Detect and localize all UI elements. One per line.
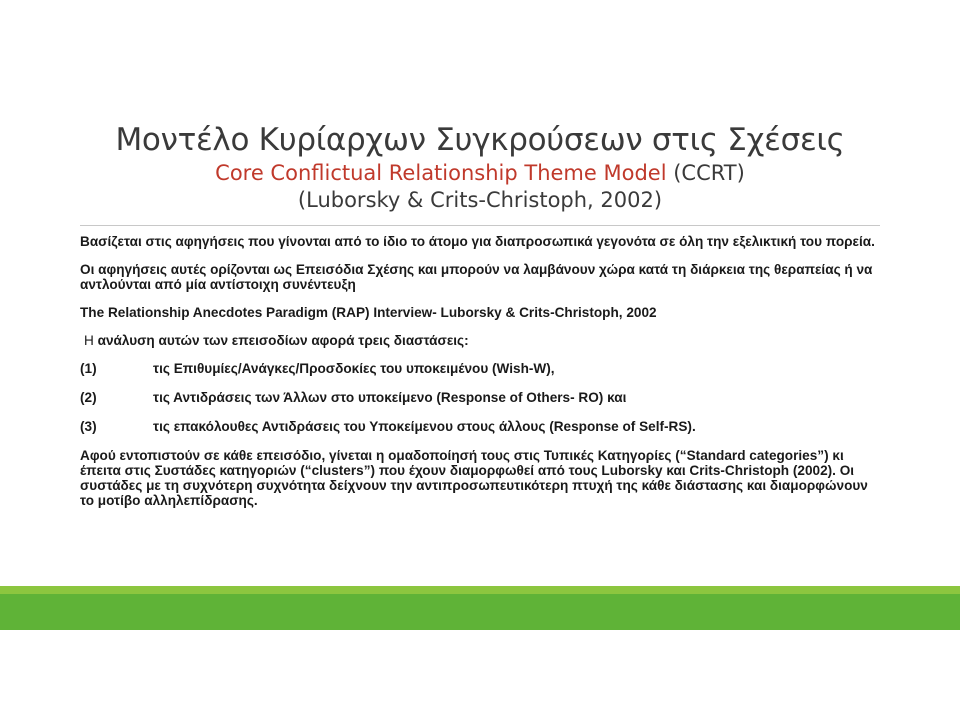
paragraph-1: Βασίζεται στις αφηγήσεις που γίνονται από το ίδιο το άτομο για διαπροσωπικά γεγονότα σε όλη την εξελικτική του πορεία. <box>80 234 875 249</box>
paragraph-2: Οι αφηγήσεις αυτές ορίζονται ως Επεισόδια Σχέσης και μπορούν να λαμβάνουν χώρα κατά τη διάρκεια της θεραπείας ή να αντλούνται από μία αντίστοιχη συνέντευξη <box>80 262 873 292</box>
footer-bar <box>0 594 960 630</box>
closing-paragraph: Αφού εντοπιστούν σε κάθε επεισόδιο, γίνεται η ομαδοποίησή τους στις Τυπικές Κατηγορίες (“Standard categories”) κι έπειτα στις Συστάδες κατηγοριών (“clusters”) που έχουν διαμορφωθεί από τους Luborsky και Crits-Christoph (2002). Οι συστάδες με τη συχνότερη συχνότητα δείχνουν την αντιπροσωπευτικότερη πτυχή της κάθε διάστασης και διαμορφώνουν το μοτίβο αλληλεπίδρασης. <box>80 448 868 508</box>
title-divider <box>80 225 880 226</box>
list-text: τις επακόλουθες Αντιδράσεις του Υποκείμενου στους άλλους (Response of Self-RS). <box>153 419 696 434</box>
title-english: Core Conflictual Relationship Theme Model <box>215 161 667 185</box>
list-number: (1) <box>80 361 97 376</box>
list-number: (3) <box>80 419 97 434</box>
title-main: Μοντέλο Κυρίαρχων Συγκρούσεων στις Σχέσεις <box>115 122 845 158</box>
list-item <box>80 361 880 376</box>
title-abbrev: (CCRT) <box>666 161 745 185</box>
slide-title <box>80 120 880 214</box>
intro-rest: ανάλυση αυτών των επεισοδίων αφορά τρεις διαστάσεις: <box>97 333 469 348</box>
list-item <box>80 390 880 405</box>
title-citation: (Luborsky & Crits-Christoph, 2002) <box>297 188 663 212</box>
list-item <box>80 419 880 434</box>
list-text: τις Επιθυμίες/Ανάγκες/Προσδοκίες του υποκειμένου (Wish-W), <box>153 361 555 376</box>
intro-paragraph <box>80 333 880 348</box>
list-text: τις Αντιδράσεις των Άλλων στο υποκείμενο (Response of Others- RO) και <box>153 390 627 405</box>
slide-body <box>80 234 880 521</box>
footer-bar-light <box>0 586 960 594</box>
list-number: (2) <box>80 390 97 405</box>
intro-prefix: Η <box>84 333 98 348</box>
title-subtitle <box>80 160 880 187</box>
paragraph-3: The Relationship Anecdotes Paradigm (RAP) Interview- Luborsky & Crits-Christoph, 2002 <box>80 305 657 320</box>
